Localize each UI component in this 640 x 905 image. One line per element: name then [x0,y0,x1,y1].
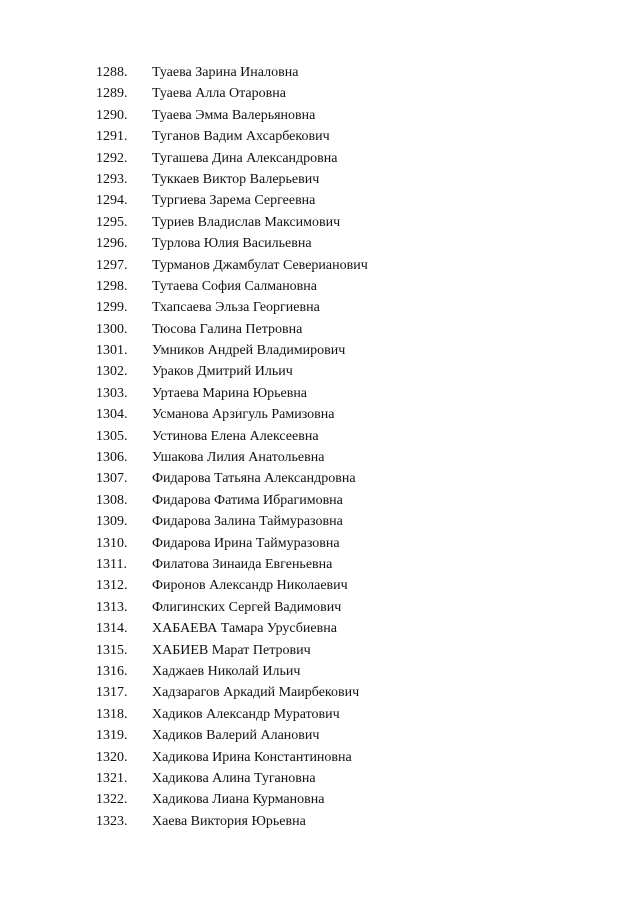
list-item-number: 1320. [96,749,128,765]
list-item [0,747,560,768]
list-item-number: 1289. [96,86,128,102]
list-item-number: 1295. [96,214,128,230]
list-item-name: Устинова Елена Алексеевна [152,428,319,444]
list-item [0,811,560,832]
list-item [0,62,560,83]
list-item-name: Фидарова Фатима Ибрагимовна [152,492,343,508]
list-item-number: 1299. [96,300,128,316]
list-item-name: ХАБИЕВ Марат Петрович [152,642,311,658]
list-item-name: Хадзарагов Аркадий Маирбекович [152,685,360,701]
list-item-number: 1291. [96,129,128,145]
list-item-number: 1302. [96,364,128,380]
list-item [0,276,560,297]
list-item-number: 1312. [96,578,128,594]
list-item-name: Турманов Джамбулат Северианович [152,257,368,273]
list-item-name: Турлова Юлия Васильевна [152,236,312,252]
list-item [0,404,560,425]
list-item [0,490,560,511]
list-item-name: Хадикова Ирина Константиновна [152,749,352,765]
list-item [0,618,560,639]
list-item [0,554,560,575]
list-item-name: Хадикова Лиана Курмановна [152,792,325,808]
list-item-number: 1293. [96,171,128,187]
list-item [0,704,560,725]
list-item [0,105,560,126]
list-item [0,233,560,254]
list-item [0,190,560,211]
list-item [0,426,560,447]
list-item-name: Хадикова Алина Тугановна [152,770,316,786]
list-item [0,468,560,489]
list-item [0,361,560,382]
list-item-number: 1313. [96,599,128,615]
list-item [0,768,560,789]
list-item-number: 1307. [96,471,128,487]
list-item-number: 1298. [96,278,128,294]
list-item-name: Туаева Эмма Валерьяновна [152,107,316,123]
list-item-number: 1311. [96,556,127,572]
list-item [0,511,560,532]
list-item-number: 1301. [96,343,128,359]
list-item-name: Тутаева София Салмановна [152,278,317,294]
list-item [0,383,560,404]
list-item-number: 1288. [96,65,128,80]
list-item-name: Туриев Владислав Максимович [152,214,341,230]
list-item-name: Туаева Зарина Иналовна [152,65,299,80]
list-item-name: Флигинских Сергей Вадимович [152,599,342,615]
list-item [0,297,560,318]
list-item-number: 1323. [96,813,128,829]
list-item-number: 1306. [96,450,128,466]
list-item-name: Тугашева Дина Александровна [152,150,338,166]
list-item-name: Фидарова Залина Таймуразовна [152,514,343,530]
numbered-name-list [0,62,560,832]
list-item-number: 1303. [96,385,128,401]
list-item-name: Туккаев Виктор Валерьевич [152,171,320,187]
list-item-number: 1310. [96,535,128,551]
list-item-name: Хадиков Александр Муратович [152,706,340,722]
list-item-name: ХАБАЕВА Тамара Урусбиевна [152,621,337,637]
list-item-name: Тхапсаева Эльза Георгиевна [152,300,320,316]
list-item-number: 1309. [96,514,128,530]
list-item-name: Хаджаев Николай Ильич [152,663,301,679]
list-item-number: 1308. [96,492,128,508]
list-item-number: 1296. [96,236,128,252]
list-item [0,148,560,169]
list-item-number: 1317. [96,685,128,701]
list-item-number: 1300. [96,321,128,337]
list-item-name: Усманова Арзигуль Рамизовна [152,407,335,423]
list-item [0,597,560,618]
list-item-number: 1319. [96,728,128,744]
list-item-name: Тюсова Галина Петровна [152,321,303,337]
list-item-number: 1316. [96,663,128,679]
list-item-name: Тургиева Зарема Сергеевна [152,193,316,209]
list-item [0,533,560,554]
list-item-number: 1314. [96,621,128,637]
list-item-number: 1304. [96,407,128,423]
list-item [0,340,560,361]
list-item-number: 1315. [96,642,128,658]
list-item-name: Туаева Алла Отаровна [152,86,286,102]
list-item [0,255,560,276]
list-item [0,661,560,682]
list-item-name: Туганов Вадим Ахсарбекович [152,129,330,145]
list-item [0,212,560,233]
list-item-number: 1297. [96,257,128,273]
list-item-name: Ушакова Лилия Анатольевна [152,450,325,466]
list-item-name: Филатова Зинаида Евгеньевна [152,556,333,572]
list-item-name: Фидарова Ирина Таймуразовна [152,535,340,551]
list-item-name: Фидарова Татьяна Александровна [152,471,356,487]
list-item-number: 1322. [96,792,128,808]
list-item-number: 1305. [96,428,128,444]
list-item-number: 1290. [96,107,128,123]
list-item-number: 1318. [96,706,128,722]
list-item [0,447,560,468]
list-item [0,83,560,104]
list-item [0,126,560,147]
list-item [0,789,560,810]
list-item [0,640,560,661]
list-item-number: 1294. [96,193,128,209]
list-item-name: Фиронов Александр Николаевич [152,578,348,594]
list-item-name: Хадиков Валерий Аланович [152,728,320,744]
list-item [0,169,560,190]
list-item-number: 1292. [96,150,128,166]
list-item [0,682,560,703]
list-item [0,725,560,746]
list-item [0,319,560,340]
list-item-name: Уртаева Марина Юрьевна [152,385,308,401]
list-item-name: Умников Андрей Владимирович [152,343,346,359]
list-item-name: Хаева Виктория Юрьевна [152,813,306,829]
list-item-number: 1321. [96,770,128,786]
list-item [0,575,560,596]
list-item-name: Ураков Дмитрий Ильич [152,364,293,380]
